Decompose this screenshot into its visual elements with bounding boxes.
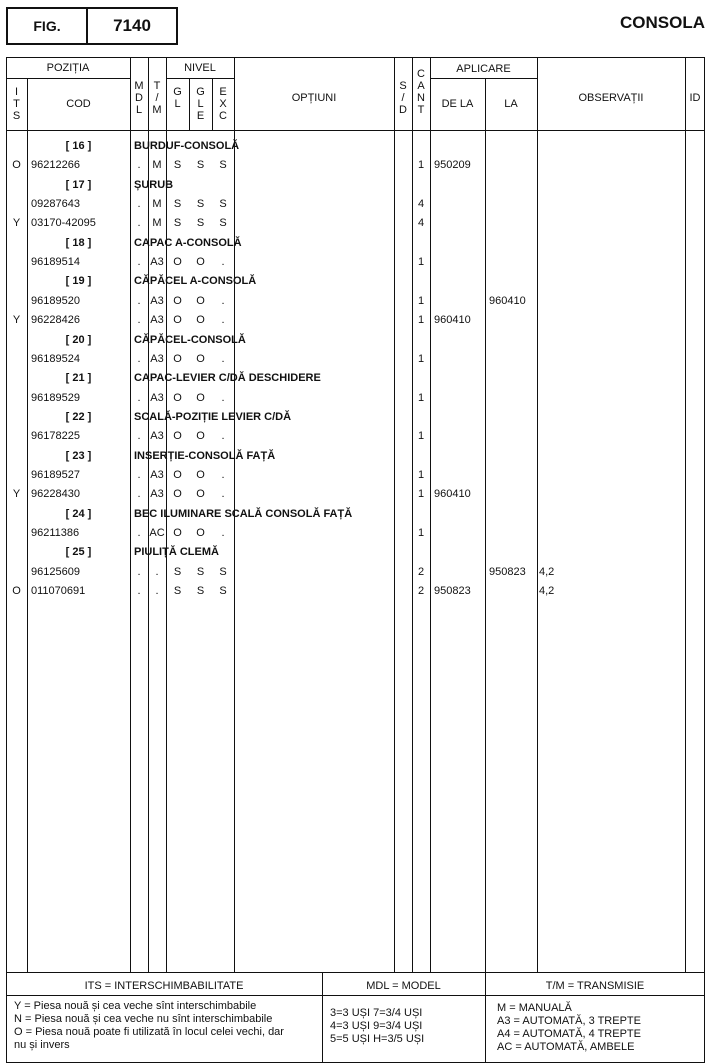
part-la	[489, 156, 537, 174]
part-gl: O	[173, 527, 182, 539]
part-gl: O	[173, 468, 182, 481]
part-cod: 03170-42095	[31, 217, 96, 230]
header-optiuni: OPȚIUNI	[291, 92, 337, 104]
group-position: [ 23 ]	[65, 449, 92, 462]
part-cant: 1	[417, 468, 425, 481]
part-obs	[539, 389, 599, 407]
header-aplicare: APLICARE	[456, 63, 511, 75]
part-obs	[539, 311, 599, 329]
part-exc: S	[219, 585, 227, 598]
group-name: ȘURUB	[134, 178, 174, 191]
part-its	[6, 350, 27, 368]
hline-nivel	[166, 78, 234, 79]
header-tm: T / M	[152, 80, 162, 116]
header-nivel: NIVEL	[184, 62, 216, 74]
group-name: CAPAC A-CONSOLĂ	[134, 236, 242, 249]
part-tm: A3	[150, 391, 164, 404]
part-obs	[539, 466, 599, 484]
part-cod: 96228430	[31, 488, 80, 501]
part-its	[6, 563, 27, 581]
part-de-la: 950209	[434, 159, 471, 172]
part-gle: O	[196, 256, 205, 269]
group-position: [ 18 ]	[65, 236, 92, 249]
col-line-de-la	[485, 78, 486, 972]
part-gle: O	[196, 294, 205, 307]
part-exc: .	[221, 391, 225, 404]
part-gl: O	[173, 294, 182, 307]
part-la	[489, 427, 537, 445]
part-exc: .	[221, 256, 225, 269]
part-la	[489, 253, 537, 271]
part-its	[6, 195, 27, 213]
part-gl: O	[173, 314, 182, 327]
part-its	[6, 389, 27, 407]
header-mdl: M D L	[134, 80, 144, 116]
part-its	[6, 253, 27, 271]
part-la	[489, 466, 537, 484]
col-line-cant	[430, 57, 431, 972]
part-gle: O	[196, 468, 205, 481]
part-its	[6, 524, 27, 542]
part-cant: 1	[417, 488, 425, 501]
part-cod: 96125609	[31, 565, 80, 578]
part-tm: A3	[150, 488, 164, 501]
part-exc: .	[221, 468, 225, 481]
header-pozitia: POZIȚIA	[46, 62, 90, 74]
header-gl: G L	[173, 86, 182, 110]
part-gle: O	[196, 314, 205, 327]
part-exc: .	[221, 314, 225, 327]
part-de-la	[434, 563, 485, 581]
part-tm: A3	[150, 430, 164, 443]
part-de-la	[434, 253, 485, 271]
part-tm: M	[152, 217, 162, 230]
part-cant: 2	[417, 565, 425, 578]
part-de-la	[434, 350, 485, 368]
part-cod: 96189520	[31, 294, 80, 307]
part-exc: .	[221, 430, 225, 443]
part-de-la: 950823	[434, 585, 471, 598]
part-gle: S	[196, 585, 205, 598]
part-mdl: .	[137, 391, 141, 404]
part-de-la	[434, 427, 485, 445]
part-its: O	[12, 159, 21, 172]
part-obs	[539, 253, 599, 271]
part-gle: O	[196, 488, 205, 501]
part-gle: O	[196, 430, 205, 443]
header-its: I T S	[12, 86, 21, 122]
figure-label: FIG.	[8, 9, 88, 43]
part-gl: O	[173, 430, 182, 443]
part-mdl: .	[137, 314, 141, 327]
part-cod: 96228426	[31, 314, 80, 327]
part-gl: S	[173, 585, 182, 598]
group-position: [ 20 ]	[65, 333, 92, 346]
part-mdl: .	[137, 527, 141, 539]
part-exc: S	[219, 159, 227, 172]
part-obs	[539, 427, 599, 445]
part-cod: 96211386	[31, 527, 80, 539]
legend-mdl-lines: 3=3 UȘI 7=3/4 UȘI 4=3 UȘI 9=3/4 UȘI 5=5 UȘI H=3/5 UȘI	[330, 1007, 425, 1045]
legend-mdl-title: MDL = MODEL	[366, 980, 441, 992]
part-mdl: .	[137, 352, 141, 365]
part-cant: 1	[417, 430, 425, 443]
group-name: CAPAC-LEVIER C/DĂ DESCHIDERE	[134, 372, 321, 385]
part-cod: 011070691	[31, 585, 86, 598]
part-its	[6, 292, 27, 310]
part-mdl: .	[137, 488, 141, 501]
part-de-la	[434, 466, 485, 484]
part-cod: 96189527	[31, 468, 80, 481]
part-gl: O	[173, 256, 182, 269]
part-cant: 2	[417, 585, 425, 598]
group-name: CĂPĂCEL-CONSOLĂ	[134, 333, 246, 346]
part-its	[6, 466, 27, 484]
part-la	[489, 524, 537, 542]
part-gle: O	[196, 527, 205, 539]
part-tm: A3	[150, 468, 164, 481]
part-exc: .	[221, 352, 225, 365]
header-de-la: DE LA	[441, 98, 474, 110]
part-tm: M	[152, 159, 162, 172]
group-name: PIULIȚĂ CLEMĂ	[134, 546, 219, 559]
part-gl: S	[173, 198, 182, 211]
header-gle: G L E	[196, 86, 205, 122]
part-its: O	[12, 585, 21, 598]
part-de-la	[434, 389, 485, 407]
group-position: [ 17 ]	[65, 178, 92, 191]
legend-its-title: ITS = INTERSCHIMBABILITATE	[84, 980, 244, 992]
part-mdl: .	[137, 159, 141, 172]
part-mdl: .	[137, 468, 141, 481]
header-id: ID	[689, 92, 701, 104]
col-line-obs	[685, 57, 686, 972]
part-tm: .	[155, 585, 159, 598]
group-position: [ 19 ]	[65, 275, 92, 288]
part-tm: A3	[150, 314, 164, 327]
hline-header-bottom	[6, 130, 705, 131]
hline-legend-mid	[6, 995, 705, 996]
part-mdl: .	[137, 198, 141, 211]
part-cant: 1	[417, 314, 425, 327]
group-name: BEC ILUMINARE SCALĂ CONSOLĂ FAȚĂ	[134, 507, 353, 520]
header-observatii: OBSERVAȚII	[578, 92, 644, 104]
part-gle: S	[196, 198, 205, 211]
hline-pozitia	[6, 78, 130, 79]
part-gle: O	[196, 391, 205, 404]
part-cod: 96212266	[31, 159, 80, 172]
part-la	[489, 389, 537, 407]
part-gl: S	[173, 159, 182, 172]
part-gle: O	[196, 352, 205, 365]
part-cod: 96178225	[31, 430, 80, 443]
part-gl: O	[173, 488, 182, 501]
part-cant: 4	[417, 198, 425, 211]
part-exc: S	[219, 565, 227, 578]
part-exc: .	[221, 294, 225, 307]
hline-aplicare	[430, 78, 537, 79]
group-position: [ 25 ]	[65, 546, 92, 559]
part-la	[489, 582, 537, 600]
part-gl: S	[173, 217, 182, 230]
part-obs	[539, 524, 599, 542]
group-position: [ 21 ]	[65, 372, 92, 385]
part-la	[489, 214, 537, 232]
page-title: CONSOLA	[620, 13, 705, 32]
part-de-la	[434, 214, 485, 232]
legend-its-lines: Y = Piesa nouă și cea veche sînt interschimbabile N = Piesa nouă și cea veche nu sînt interschimbabile O = Piesa nouă poate fi utilizată în locul celei vechi, dar nu și invers	[14, 1000, 284, 1051]
part-obs	[539, 156, 599, 174]
part-cod: 96189524	[31, 352, 80, 365]
col-line-its	[27, 78, 28, 972]
group-position: [ 16 ]	[65, 140, 92, 152]
part-mdl: .	[137, 294, 141, 307]
part-mdl: .	[137, 565, 141, 578]
part-la	[489, 195, 537, 213]
header-cod: COD	[66, 98, 91, 110]
part-tm: M	[152, 198, 162, 211]
part-tm: A3	[150, 256, 164, 269]
figure-box	[6, 7, 178, 45]
part-tm: A3	[150, 294, 164, 307]
part-obs	[539, 485, 599, 503]
part-mdl: .	[137, 585, 141, 598]
part-cant: 1	[417, 294, 425, 307]
part-gle: S	[196, 565, 205, 578]
part-gle: S	[196, 159, 205, 172]
part-de-la	[434, 292, 485, 310]
part-obs: 4,2	[539, 565, 555, 578]
part-cant: 1	[417, 391, 425, 404]
part-cod: 09287643	[31, 198, 80, 211]
part-cant: 1	[417, 352, 425, 365]
part-its	[6, 427, 27, 445]
legend-tm-lines: M = MANUALĂ A3 = AUTOMATĂ, 3 TREPTE A4 = AUTOMATĂ, 4 TREPTE AC = AUTOMATĂ, AMBELE	[497, 1002, 641, 1053]
group-name: INSERȚIE-CONSOLĂ FAȚĂ	[134, 449, 276, 462]
part-mdl: .	[137, 430, 141, 443]
part-obs	[539, 214, 599, 232]
part-cant: 1	[417, 159, 425, 172]
part-exc: S	[219, 198, 227, 211]
part-tm: AC	[149, 527, 165, 539]
part-tm: A3	[150, 352, 164, 365]
col-line-la	[537, 57, 538, 972]
header-cant: C A N T	[417, 68, 425, 116]
col-line-optiuni	[394, 57, 395, 972]
part-its: Y	[12, 488, 21, 501]
part-cant: 1	[417, 256, 425, 269]
part-la	[489, 485, 537, 503]
part-gl: O	[173, 352, 182, 365]
part-la: 950823	[489, 565, 526, 578]
header-exc: E X C	[219, 86, 227, 122]
part-exc: .	[221, 488, 225, 501]
legend-tm-title: T/M = TRANSMISIE	[545, 980, 645, 992]
part-exc: .	[221, 527, 225, 539]
part-obs	[539, 195, 599, 213]
part-cant: 1	[417, 527, 425, 539]
part-de-la	[434, 195, 485, 213]
part-gl: O	[173, 391, 182, 404]
part-de-la: 960410	[434, 488, 471, 501]
part-la	[489, 311, 537, 329]
part-gl: S	[173, 565, 182, 578]
part-obs: 4,2	[539, 585, 555, 598]
part-cod: 96189529	[31, 391, 80, 404]
part-obs	[539, 350, 599, 368]
part-its: Y	[12, 314, 21, 327]
header-la: LA	[504, 98, 518, 110]
part-de-la	[434, 524, 485, 542]
part-obs	[539, 292, 599, 310]
header-sd: S / D	[399, 80, 407, 116]
hline-legend-top	[6, 972, 705, 973]
part-mdl: .	[137, 256, 141, 269]
part-la	[489, 350, 537, 368]
group-position: [ 24 ]	[65, 507, 92, 520]
part-cant: 4	[417, 217, 425, 230]
group-name: CĂPĂCEL A-CONSOLĂ	[134, 275, 257, 288]
group-name: SCALĂ-POZIȚIE LEVIER C/DĂ	[134, 410, 292, 423]
part-gle: S	[196, 217, 205, 230]
figure-number: 7140	[113, 16, 151, 35]
part-de-la: 960410	[434, 314, 471, 327]
part-la: 960410	[489, 294, 526, 307]
part-cod: 96189514	[31, 256, 80, 269]
part-mdl: .	[137, 217, 141, 230]
part-its: Y	[12, 217, 21, 230]
group-name: BURDUF-CONSOLĂ	[134, 140, 240, 152]
part-tm: .	[155, 565, 159, 578]
group-position: [ 22 ]	[65, 410, 92, 423]
part-exc: S	[219, 217, 227, 230]
